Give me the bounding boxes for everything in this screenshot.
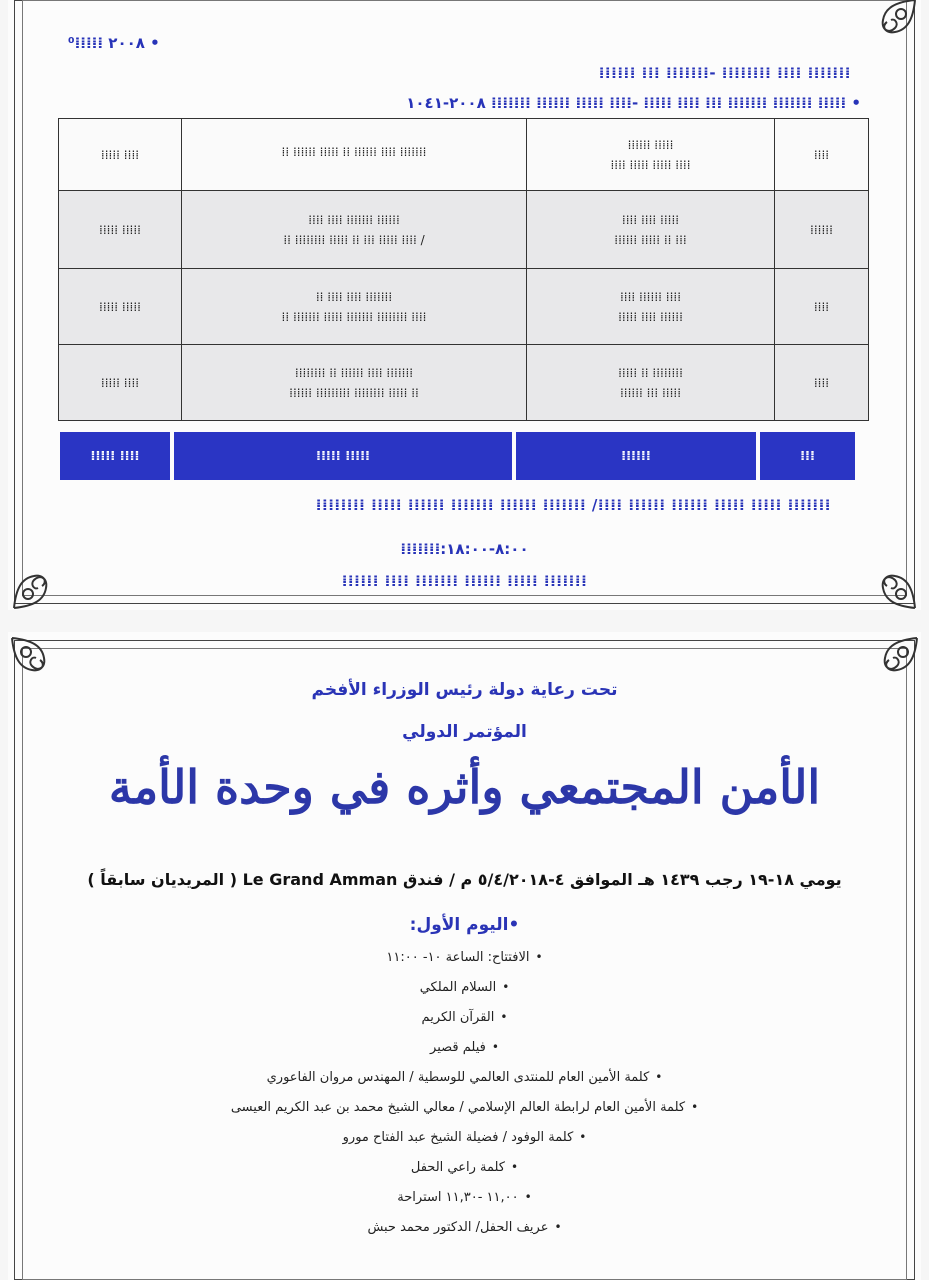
bullet-icon: • xyxy=(502,980,510,994)
cell-line: ⁞⁞⁞⁞ ⁞⁞⁞⁞⁞⁞⁞⁞ ⁞⁞⁞⁞⁞⁞⁞ ⁞⁞⁞⁞⁞ ⁞⁞⁞⁞⁞⁞⁞ ⁞⁞ xyxy=(281,309,427,324)
list-item xyxy=(148,942,781,972)
list-item xyxy=(148,1032,781,1062)
table-cell xyxy=(182,269,527,345)
list-item xyxy=(148,972,781,1002)
table-header-cell: ⁞⁞⁞⁞⁞ ⁞⁞⁞⁞ xyxy=(60,432,170,480)
cell-line: ⁞⁞⁞⁞⁞⁞⁞ ⁞⁞⁞⁞ ⁞⁞⁞⁞⁞⁞ ⁞⁞ ⁞⁞⁞⁞⁞ ⁞⁞⁞⁞⁞⁞ ⁞⁞ xyxy=(281,144,427,159)
agenda-text: فيلم قصير xyxy=(430,1040,486,1055)
conference-label: المؤتمر الدولي xyxy=(402,722,527,742)
table-row xyxy=(59,119,869,191)
agenda-text: كلمة الأمين العام للمنتدى العالمي للوسطية / المهندس مروان الفاعوري xyxy=(266,1070,650,1085)
bullet-icon: • xyxy=(554,1220,562,1234)
footer-line-3: ⁞⁞⁞⁞⁞⁞⁞ ⁞⁞⁞⁞⁞ ⁞⁞⁞⁞⁞⁞ ⁞⁞⁞⁞⁞⁞⁞ ⁞⁞⁞⁞ ⁞⁞⁞⁞⁞⁞ xyxy=(341,572,588,590)
table-cell: ⁞⁞⁞⁞ ⁞⁞⁞⁞⁞ xyxy=(59,345,182,421)
cell-line: ⁞⁞⁞⁞ ⁞⁞⁞⁞⁞⁞ ⁞⁞⁞⁞ xyxy=(619,289,682,304)
cell-line: ⁞⁞⁞⁞⁞⁞ ⁞⁞⁞⁞ ⁞⁞⁞⁞⁞ xyxy=(618,309,683,324)
table-cell: ⁞⁞⁞⁞ ⁞⁞⁞⁞⁞ xyxy=(59,119,182,191)
bullet-icon: • xyxy=(511,1160,519,1174)
agenda-text: ١١,٠٠ -١١,٣٠ استراحة xyxy=(397,1190,519,1205)
day-one-heading xyxy=(148,908,781,942)
bullet-icon: • xyxy=(524,1190,532,1204)
cell-line: ⁞⁞⁞⁞⁞⁞⁞ ⁞⁞⁞⁞ ⁞⁞⁞⁞ ⁞⁞ xyxy=(315,289,393,304)
footer-line-2: ٨:٠٠-١٨:٠٠:⁞⁞⁞⁞⁞⁞⁞ xyxy=(400,540,529,558)
agenda-text: كلمة الوفود / فضيلة الشيخ عبد الفتاح مورو xyxy=(342,1130,574,1145)
agenda-text: الافتتاح: الساعة ١٠- ١١:٠٠ xyxy=(386,950,530,965)
bullet-icon: • xyxy=(491,1040,499,1054)
table-cell: ⁞⁞⁞⁞ xyxy=(775,269,869,345)
list-item xyxy=(148,1212,781,1242)
schedule-card-top xyxy=(8,0,921,610)
bullet-icon: • xyxy=(535,950,543,964)
cell-line: ⁞⁞ ⁞⁞⁞⁞⁞ ⁞⁞⁞⁞⁞⁞⁞⁞ ⁞⁞⁞⁞⁞⁞⁞⁞⁞ ⁞⁞⁞⁞⁞⁞ xyxy=(289,385,419,400)
table-cell xyxy=(182,345,527,421)
footer-line-1: ⁞⁞⁞⁞⁞⁞⁞ ⁞⁞⁞⁞⁞ ⁞⁞⁞⁞⁞ ⁞⁞⁞⁞⁞⁞ ⁞⁞⁞⁞⁞⁞ ⁞⁞⁞⁞/ ⁞⁞⁞⁞⁞⁞⁞ ⁞⁞⁞⁞⁞⁞ ⁞⁞⁞⁞⁞⁞⁞ ⁞⁞⁞⁞⁞⁞ ⁞⁞⁞⁞⁞ ⁞⁞⁞⁞⁞⁞⁞⁞ xyxy=(315,496,831,514)
table-cell xyxy=(527,345,775,421)
bullet-icon: • xyxy=(500,1010,508,1024)
list-item xyxy=(148,1092,781,1122)
agenda-text: السلام الملكي xyxy=(419,980,497,995)
list-item xyxy=(148,1152,781,1182)
table-header-cell: ⁞⁞⁞⁞⁞⁞ xyxy=(516,432,756,480)
table-row xyxy=(59,269,869,345)
bullet-icon: • xyxy=(655,1070,663,1084)
table-cell xyxy=(527,191,775,269)
cell-line: ⁞⁞⁞⁞⁞ ⁞⁞⁞ ⁞⁞⁞⁞⁞⁞ xyxy=(619,385,682,400)
table-header-cell: ⁞⁞⁞⁞⁞ ⁞⁞⁞⁞⁞ xyxy=(174,432,512,480)
encoded-line-2: ⁞⁞⁞⁞⁞⁞⁞ ⁞⁞⁞⁞ ⁞⁞⁞⁞⁞⁞⁞⁞ -⁞⁞⁞⁞⁞⁞⁞ ⁞⁞⁞ ⁞⁞⁞⁞⁞⁞ xyxy=(598,64,851,82)
ornament-corner-icon xyxy=(855,0,917,60)
cell-line: ⁞⁞⁞⁞⁞⁞ ⁞⁞⁞⁞⁞⁞⁞ ⁞⁞⁞⁞ ⁞⁞⁞⁞ xyxy=(308,212,400,227)
agenda-text: كلمة راعي الحفل xyxy=(410,1160,506,1175)
invitation-card xyxy=(8,632,921,1280)
date-venue-line: يومي ١٨-١٩ رجب ١٤٣٩ هـ الموافق ٤-٥/٤/٢٠١٨ م / فندق Le Grand Amman ( المريديان سابقاً ) xyxy=(87,870,842,889)
list-item xyxy=(148,1002,781,1032)
ornament-corner-icon xyxy=(855,548,917,610)
cell-line: ⁞⁞⁞⁞⁞ ⁞⁞⁞⁞ ⁞⁞⁞⁞ xyxy=(621,212,680,227)
table-cell: ⁞⁞⁞⁞⁞⁞ xyxy=(775,191,869,269)
table-row xyxy=(59,345,869,421)
day-one-label: اليوم الأول: xyxy=(409,915,509,935)
list-item xyxy=(148,1122,781,1152)
cell-line: ⁞⁞⁞⁞⁞⁞⁞ ⁞⁞⁞⁞ ⁞⁞⁞⁞⁞⁞ ⁞⁞ ⁞⁞⁞⁞⁞⁞⁞⁞ xyxy=(294,365,414,380)
list-item xyxy=(148,1062,781,1092)
ornament-corner-icon xyxy=(12,548,74,610)
bullet-icon: • xyxy=(579,1130,587,1144)
schedule-table xyxy=(58,118,869,421)
cell-line: ⁞⁞⁞⁞⁞⁞⁞⁞ ⁞⁞ ⁞⁞⁞⁞⁞ xyxy=(618,365,683,380)
cell-line: ⁞⁞⁞⁞ ⁞⁞⁞⁞⁞ ⁞⁞⁞⁞⁞ ⁞⁞⁞⁞ xyxy=(610,157,691,172)
table-cell xyxy=(527,269,775,345)
table-cell: ⁞⁞⁞⁞ xyxy=(775,345,869,421)
agenda-text: عريف الحفل/ الدكتور محمد حبش xyxy=(367,1220,549,1235)
cell-line: ⁞⁞⁞⁞⁞ ⁞⁞⁞⁞⁞⁞ xyxy=(627,137,674,152)
list-item xyxy=(148,1182,781,1212)
encoded-line-1: • ٢٠٠٨ ⁞⁞⁞⁞⁞⁰ xyxy=(68,34,160,52)
agenda-list xyxy=(148,908,781,1242)
table-cell xyxy=(527,119,775,191)
table-cell xyxy=(182,191,527,269)
table-row xyxy=(59,191,869,269)
conference-title: الأمن المجتمعي وأثره في وحدة الأمة xyxy=(108,760,821,814)
cell-line: ⁞⁞⁞ ⁞⁞ ⁞⁞⁞⁞⁞ ⁞⁞⁞⁞⁞⁞ xyxy=(614,232,687,247)
agenda-text: كلمة الأمين العام لرابطة العالم الإسلامي / معالي الشيخ محمد بن عبد الكريم العيسى xyxy=(230,1100,686,1115)
encoded-line-3: • ⁞⁞⁞⁞⁞ ⁞⁞⁞⁞⁞⁞⁞ ⁞⁞⁞⁞⁞⁞⁞ ⁞⁞⁞ ⁞⁞⁞⁞ ⁞⁞⁞⁞⁞ -⁞⁞⁞⁞ ⁞⁞⁞⁞⁞ ⁞⁞⁞⁞⁞⁞ ⁞⁞⁞⁞⁞⁞⁞ ٢٠٠٨-١٠٤١ xyxy=(406,94,861,112)
table-header-cell: ⁞⁞⁞ xyxy=(760,432,855,480)
agenda-text: القرآن الكريم xyxy=(421,1010,495,1025)
cell-line: / ⁞⁞⁞⁞ ⁞⁞⁞⁞⁞ ⁞⁞⁞ ⁞⁞ ⁞⁞⁞⁞⁞ ⁞⁞⁞⁞⁞⁞⁞⁞ ⁞⁞ xyxy=(283,232,425,247)
table-cell: ⁞⁞⁞⁞⁞ ⁞⁞⁞⁞⁞ xyxy=(59,269,182,345)
table-cell: ⁞⁞⁞⁞ xyxy=(775,119,869,191)
table-cell: ⁞⁞⁞⁞⁞ ⁞⁞⁞⁞⁞ xyxy=(59,191,182,269)
patronage-line: تحت رعاية دولة رئيس الوزراء الأفخم xyxy=(311,680,618,700)
table-cell xyxy=(182,119,527,191)
bullet-icon: • xyxy=(691,1100,699,1114)
bullet-icon: • xyxy=(508,915,520,935)
